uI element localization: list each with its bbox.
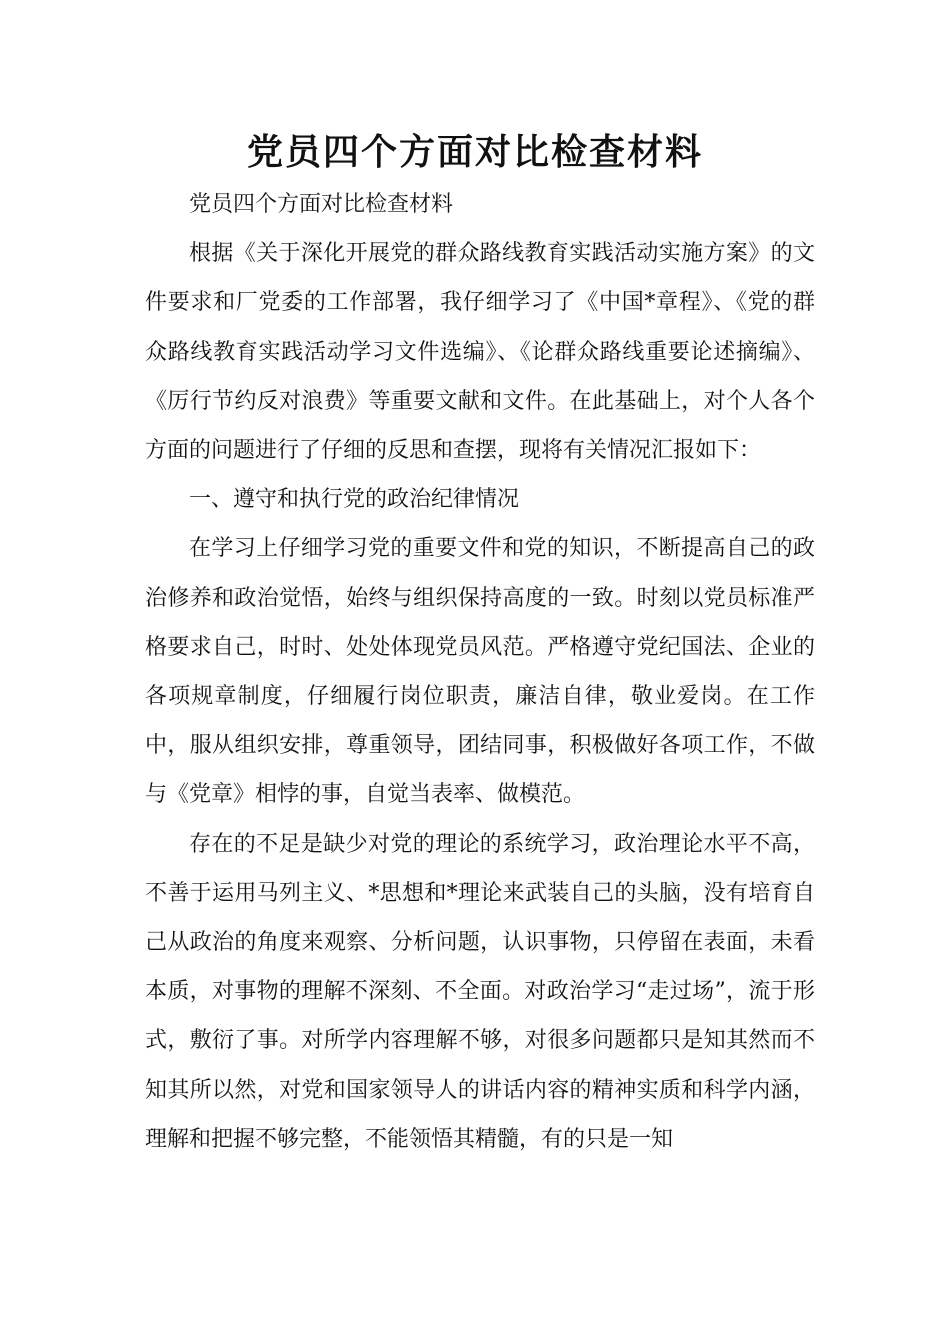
section-heading: 一、遵守和执行党的政治纪律情况 [189, 487, 520, 513]
document-title: 党员四个方面对比检查材料 [246, 132, 703, 173]
intro-paragraph: 根据《关于深化开展党的群众路线教育实践活动实施方案》的文件要求和厂党委的工作部署，我仔细学习了《中国*章程》、《党的群众路线教育实践活动学习文件选编》、《论群众路线重要论述摘编》、《厉行节约反对浪费》等重要文献和文件。在此基础上，对个人各个方面的问题进行了仔细的反思和查摆，现将有关情况汇报如下： [145, 241, 815, 464]
section-paragraph: 存在的不足是缺少对党的理论的系统学习，政治理论水平不高，不善于运用马列主义、*思想和*理论来武装自己的头脑，没有培育自己从政治的角度来观察、分析问题，认识事物，只停留在表面，未看本质，对事物的理解不深刻、不全面。对政治学习“走过场”，流于形式，敷衍了事。对所学内容理解不够，对很多问题都只是知其然而不知其所以然，对党和国家领导人的讲话内容的精神实质和科学内涵，理解和把握不够完整，不能领悟其精髓，有的只是一知 [145, 831, 815, 1152]
section-paragraph: 在学习上仔细学习党的重要文件和党的知识，不断提高自己的政治修养和政治觉悟，始终与组织保持高度的一致。时刻以党员标准严格要求自己，时时、处处体现党员风范。严格遵守党纪国法、企业的各项规章制度，仔细履行岗位职责，廉洁自律，敬业爱岗。在工作中，服从组织安排，尊重领导，团结同事，积极做好各项工作，不做与《党章》相悖的事，自觉当表率、做模范。 [145, 536, 815, 808]
document-body [145, 180, 815, 1164]
subtitle-paragraph: 党员四个方面对比检查材料 [189, 192, 454, 217]
